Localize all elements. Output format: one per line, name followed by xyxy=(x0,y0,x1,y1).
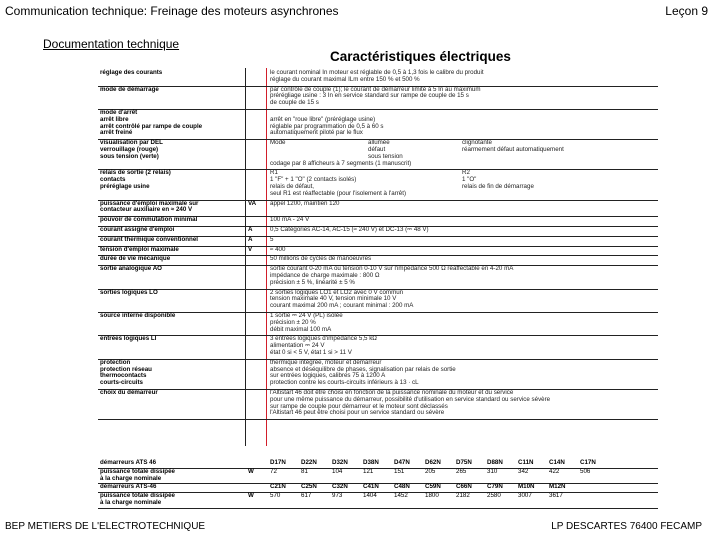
ats-cell: C48N xyxy=(394,483,410,491)
spec-unit: V xyxy=(248,245,253,253)
ats-unit: W xyxy=(248,492,254,500)
ats-cell: 81 xyxy=(301,467,308,475)
footer-school-address: LP DESCARTES 76400 FECAMP xyxy=(551,521,702,532)
spec-value-col3: clignotante réarmement défaut automatiquement xyxy=(462,139,564,153)
spec-value: appel 1200, maintien 120 xyxy=(270,199,340,207)
ats-row-label: puissance totale dissipée à la charge nominale xyxy=(100,467,175,482)
spec-label: relais de sortie (2 relais) contacts préréglage usine xyxy=(100,169,171,190)
spec-value: 0,5 Catégories AC-14, AC-15 (≈ 240 V) et DC-13 (⎓ 48 V) xyxy=(270,226,429,233)
lesson-number: Leçon 9 xyxy=(665,4,708,18)
ats-cell: C14N xyxy=(549,459,565,466)
ats-cell: C17N xyxy=(580,459,596,466)
ats-cell: 617 xyxy=(301,492,312,500)
spec-row xyxy=(98,201,658,218)
spec-label: visualisation par DEL verrouillage (rouge) sous tension (verte) xyxy=(100,139,163,160)
spec-value: Mode codage par 8 afficheurs à 7 segments (1 manuscrit) xyxy=(270,139,412,167)
spec-label: courant thermique conventionnel xyxy=(100,235,198,243)
ats-cell: 2182 xyxy=(456,492,470,500)
spec-label: pouvoir de commutation minimal xyxy=(100,216,198,224)
spec-value: arrêt en "roue libre" (préréglage usine) réglable par programmation de 0,5 à 60 s automatiquement piloté par le flux xyxy=(270,115,384,137)
spec-label: mode de démarrage xyxy=(100,85,159,93)
ats-cell: C41N xyxy=(363,483,379,491)
ats-cell: M10N xyxy=(518,483,535,491)
ats-row-label: puissance totale dissipée à la charge nominale xyxy=(100,492,175,506)
document-title: Communication technique: Freinage des moteurs asynchrones xyxy=(5,4,339,18)
spec-unit: A xyxy=(248,226,253,233)
spec-row xyxy=(98,336,658,359)
spec-label: choix du démarreur xyxy=(100,389,158,396)
ats-cell: 973 xyxy=(332,492,343,500)
ats-cell: D62N xyxy=(425,459,441,466)
ats-cell: 422 xyxy=(549,467,560,475)
ats-cell: 570 xyxy=(270,492,281,500)
spec-row xyxy=(98,70,658,87)
characteristics-sheet xyxy=(98,68,658,513)
ats-cell: 205 xyxy=(425,467,436,475)
spec-label: source interne disponible xyxy=(100,312,176,319)
ats-cell: 104 xyxy=(332,467,343,475)
spec-row xyxy=(98,140,658,170)
ats-cell: 72 xyxy=(270,467,277,475)
ats-cell: D75N xyxy=(456,459,472,466)
ats-row-label: démarreurs ATS-46 xyxy=(100,483,157,491)
ats-cell: M12N xyxy=(549,483,566,491)
ats-cell: 1452 xyxy=(394,492,408,500)
spec-row xyxy=(98,110,658,140)
spec-unit: A xyxy=(248,235,253,243)
spec-unit: VA xyxy=(248,199,257,207)
spec-row xyxy=(98,360,658,390)
spec-label: sortie analogique AO xyxy=(100,265,162,273)
ats-cell: C66N xyxy=(456,483,472,491)
ats-cell: 2580 xyxy=(487,492,501,500)
ats-cell: C11N xyxy=(518,459,534,466)
spec-value: 1 sortie ⎓ 24 V (PL) isolée précision ± 20 % débit maximal 100 mA xyxy=(270,312,343,333)
spec-row xyxy=(98,390,658,420)
documentation-label: Documentation technique xyxy=(43,37,180,51)
row-divider xyxy=(98,419,658,420)
ats-grid-row xyxy=(98,493,658,509)
ats-cell: D38N xyxy=(363,459,379,466)
ats-cell: C79N xyxy=(487,483,503,491)
ats-cell: 310 xyxy=(487,467,498,475)
spec-row xyxy=(98,170,658,200)
ats-cell: 506 xyxy=(580,467,591,475)
ats-cell: D88N xyxy=(487,459,503,466)
ats-row-divider xyxy=(98,508,658,509)
spec-row xyxy=(98,313,658,336)
ats-cell: C32N xyxy=(332,483,348,491)
ats-cell: C21N xyxy=(270,483,286,491)
ats-cell: 1800 xyxy=(425,492,439,500)
spec-value: 3 entrées logiques d'impédance 5,5 kΩ alimentation ⎓ 24 V état 0 si < 5 V, état 1 si > 11 V xyxy=(270,335,377,356)
spec-label: courant assigné d'emploi xyxy=(100,226,175,233)
spec-label: puissance d'emploi maximale sur contacteur auxiliaire en ≈ 240 V xyxy=(100,199,199,214)
spec-label: tension d'emploi maximale xyxy=(100,245,179,253)
ats-cell: 151 xyxy=(394,467,405,475)
spec-value-col3: R2 1 "O" relais de fin de démarrage xyxy=(462,169,534,190)
ats-unit: W xyxy=(248,467,254,475)
spec-value: l'Altistart 46 doit être choisi en fonction de la puissance nominale du moteur et du service pour une même puissance du démarreur, possibilité d'utilisation en service standard ou service sévère sur rampe de couple pour démarreur et le moteur sont déclassés l'Altistart 46 peut être choisi pour un service standard ou sévère xyxy=(270,389,551,417)
spec-value: 2 sorties logiques LO1 et LO2 avec 0 V commun tension maximale 40 V, tension minimale 10 V courant maximal 200 mA ; courant minimal : 200 mA xyxy=(270,288,414,310)
spec-value: 50 millions de cycles de manoeuvres xyxy=(270,255,372,263)
spec-row xyxy=(98,87,658,110)
spec-row xyxy=(98,266,658,289)
spec-label: durée de vie mécanique xyxy=(100,255,171,263)
ats-row-label: démarreurs ATS 46 xyxy=(100,459,157,466)
spec-value: thermique intégrée, moteur et démarreur absence et déséquilibre de phases, signalisation par relais de sortie sur entrées logiques, calibres 75 à 1200 A protection contre les courts-circuits inférieurs à 13 · cL xyxy=(270,358,456,387)
spec-label: entrées logiques LI xyxy=(100,335,157,343)
ats-grid-row xyxy=(98,469,658,485)
spec-label: réglage des courants xyxy=(100,69,163,76)
spec-value: 5 xyxy=(270,235,274,243)
ats-cell: D32N xyxy=(332,459,348,466)
spec-value-col2: allumée défaut sous tension xyxy=(368,139,403,160)
spec-label: mode d'arrêt arrêt libre arrêt contrôlé par rampe de couple arrêt freiné xyxy=(100,109,203,137)
ats-cell: C59N xyxy=(425,483,441,491)
ats-cell: C25N xyxy=(301,483,317,491)
ats-cell: 342 xyxy=(518,467,529,475)
ats-cell: D22N xyxy=(301,459,317,466)
spec-row xyxy=(98,290,658,313)
ats-cell: 121 xyxy=(363,467,374,475)
spec-value: 100 mA - 24 V xyxy=(270,216,310,224)
ats-cell: D17N xyxy=(270,459,286,466)
ats-cell: D47N xyxy=(394,459,410,466)
ats-cell: 3007 xyxy=(518,492,532,500)
spec-value: ≈ 400 xyxy=(270,245,286,253)
spec-value: R1 1 "F" + 1 "O" (2 contacts isolés) relais de défaut, seul R1 est réaffectable (pour l'isolement à l'arrêt) xyxy=(270,169,407,197)
ats-cell: 265 xyxy=(456,467,467,475)
spec-value: le courant nominal In moteur est réglable de 0,5 à 1,3 fois le calibre du produit réglage du courant maximal ILm entre 150 % et 500 % xyxy=(270,69,484,83)
footer-school-program: BEP METIERS DE L'ELECTROTECHNIQUE xyxy=(5,521,206,532)
ats-cell: 3617 xyxy=(549,492,563,500)
spec-value: par contrôle de couple (1); le courant de démarreur limité à 5 In au maximum prérégliage usine : 3 In en service standard sur rampe de couple de 15 s de couple de 15 s xyxy=(270,85,481,107)
spec-label: sorties logiques LO xyxy=(100,288,158,296)
sheet-title: Caractéristiques électriques xyxy=(330,49,511,64)
spec-label: protection protection réseau thermocontacts courts-circuits xyxy=(100,358,152,387)
ats-cell: 1404 xyxy=(363,492,377,500)
spec-value: sortie courant 0-20 mA ou tension 0-10 V sur l'impédance 500 Ω réaffectable en 4-20 mA impédance de charge maximale : 800 Ω précision ± 5 %, linéarité ± 5 % xyxy=(270,265,514,286)
